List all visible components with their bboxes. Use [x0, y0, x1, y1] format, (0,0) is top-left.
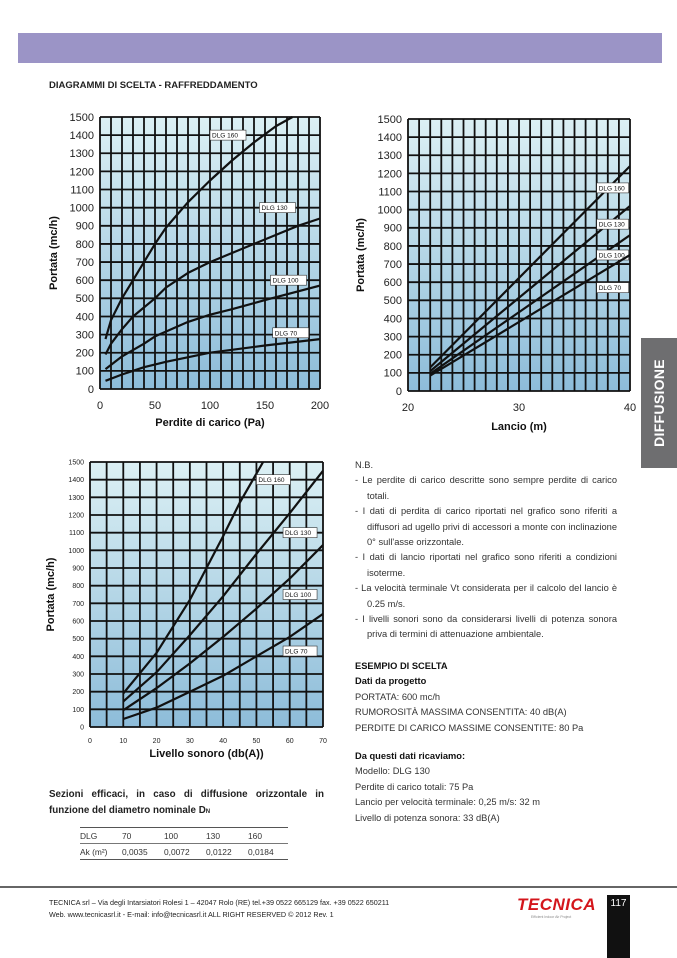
- table-row: [80, 844, 288, 860]
- x-tick-label: 0: [96, 400, 104, 412]
- project-line: PORTATA: 600 mc/h: [355, 691, 441, 702]
- project-line: RUMOROSITÀ MASSIMA CONSENTITA: 40 dB(A): [355, 707, 567, 718]
- y-tick-label: 900: [383, 222, 402, 235]
- x-tick-label: 30: [185, 738, 194, 745]
- note-item: - I dati di perdita di carico riportati nel grafico sono riferiti a diffusori ad ugello privi di accessori a monte con inclinazione 0° sull'asse orizzontale.: [355, 506, 617, 548]
- y-tick-label: 400: [75, 311, 94, 324]
- y-tick-label: 600: [72, 618, 84, 626]
- y-tick-label: 300: [383, 331, 402, 344]
- y-tick-label: 1200: [68, 512, 84, 520]
- x-tick-label: 0: [88, 738, 92, 745]
- x-axis-label: Perdite di carico (Pa): [155, 417, 265, 429]
- table-cell: DLG: [80, 828, 122, 844]
- logo-tagline: Efficient Indoor Air Project: [531, 915, 572, 919]
- series-label: DLG 70: [285, 648, 308, 656]
- result-line: Lancio per velocità terminale: 0,25 m/s: 32 m: [355, 797, 540, 808]
- series-label: DLG 100: [598, 252, 625, 260]
- y-tick-label: 1500: [68, 459, 84, 467]
- table-cell: 160: [248, 828, 288, 844]
- x-tick-label: 100: [200, 400, 220, 412]
- y-tick-label: 0: [80, 724, 84, 732]
- x-axis-label: Lancio (m): [491, 421, 547, 433]
- chart-1: [48, 112, 329, 429]
- footer-line-1: TECNICA srl – Via degli Intarsiatori Rolesi 1 – 42047 Rolo (RE) tel.+39 0522 665129 fax. +39 0522 650211: [49, 898, 390, 907]
- x-tick-label: 150: [255, 400, 275, 412]
- sections-heading-text: Sezioni efficaci, in caso di diffusione orizzontale in funzione del diametro nominale D: [49, 789, 324, 816]
- y-tick-label: 900: [75, 220, 94, 233]
- y-tick-label: 200: [72, 689, 84, 697]
- sections-heading-sub: N: [205, 809, 211, 815]
- y-tick-label: 500: [72, 636, 84, 644]
- series-label: DLG 130: [261, 205, 288, 213]
- note-item: - I dati di lancio riportati nel grafico sono riferiti a condizioni isoterme.: [355, 552, 617, 578]
- y-tick-label: 0: [395, 385, 402, 398]
- y-tick-label: 700: [75, 256, 94, 269]
- x-tick-label: 30: [512, 402, 526, 414]
- y-tick-label: 1000: [69, 202, 94, 215]
- y-tick-label: 600: [383, 277, 402, 290]
- table-cell: 0,0122: [206, 844, 248, 860]
- y-tick-label: 1500: [69, 111, 94, 124]
- table-cell: Ak (m²): [80, 844, 122, 860]
- x-tick-label: 40: [623, 402, 637, 414]
- notes-heading: N.B.: [355, 460, 374, 470]
- x-axis-label: Livello sonoro (db(A)): [149, 748, 264, 760]
- table-cell: 0,0035: [122, 844, 164, 860]
- series-label: DLG 100: [285, 592, 312, 599]
- logo-word: TECNICA: [517, 895, 597, 914]
- x-tick-label: 20: [401, 402, 415, 414]
- table-cell: 100: [164, 828, 206, 844]
- series-label: DLG 130: [598, 221, 625, 229]
- y-tick-label: 800: [75, 238, 94, 251]
- result-line: Perdite di carico totali: 75 Pa: [355, 781, 474, 792]
- note-item: - Le perdite di carico descritte sono sempre perdite di carico totali.: [355, 475, 617, 501]
- y-tick-label: 1200: [69, 166, 94, 179]
- table-cell: 0,0184: [248, 844, 288, 860]
- y-tick-label: 100: [72, 706, 84, 714]
- footer-text: [49, 897, 389, 921]
- x-tick-label: 70: [319, 738, 327, 745]
- y-tick-label: 400: [72, 653, 84, 661]
- x-tick-label: 200: [310, 400, 330, 412]
- y-axis-label: Portata (mc/h): [355, 218, 367, 292]
- x-tick-label: 50: [148, 400, 162, 412]
- x-tick-label: 60: [285, 738, 294, 745]
- y-tick-label: 300: [72, 671, 84, 679]
- y-tick-label: 1000: [377, 204, 402, 217]
- y-tick-label: 1100: [70, 184, 94, 197]
- y-tick-label: 1300: [377, 150, 402, 163]
- y-axis-label: Portata (mc/h): [45, 557, 57, 632]
- y-tick-label: 500: [75, 293, 94, 306]
- note-item: - La velocità terminale Vt considerata per il calcolo del lancio è 0.25 m/s.: [355, 583, 617, 609]
- series-label: DLG 70: [598, 285, 622, 293]
- y-tick-label: 200: [383, 349, 402, 362]
- y-tick-label: 700: [383, 258, 402, 271]
- note-item: - I livelli sonori sono da considerarsi livelli di potenza sonora priva di termini di attenuazione ambientale.: [355, 614, 617, 640]
- table-header-row: [80, 828, 288, 844]
- y-tick-label: 1200: [377, 168, 402, 181]
- y-tick-label: 800: [383, 240, 402, 253]
- series-label: DLG 160: [212, 132, 239, 140]
- series-label: DLG 160: [598, 185, 625, 193]
- table-cell: 70: [122, 828, 164, 844]
- footer-line-2: Web. www.tecnicasrl.it - E-mail: info@tecnicasrl.it ALL RIGHT RESERVED © 2012 Rev. 1: [49, 910, 334, 919]
- y-tick-label: 100: [383, 367, 402, 380]
- result-line: Livello di potenza sonora: 33 dB(A): [355, 812, 500, 823]
- table-cell: 0,0072: [164, 844, 206, 860]
- page-title: DIAGRAMMI DI SCELTA - RAFFREDDAMENTO: [49, 80, 258, 91]
- y-tick-label: 600: [75, 275, 94, 288]
- y-axis-label: Portata (mc/h): [48, 216, 60, 290]
- tecnica-logo: [517, 895, 597, 919]
- x-tick-label: 40: [219, 738, 228, 745]
- y-tick-label: 1300: [69, 148, 94, 161]
- y-tick-label: 1500: [377, 113, 402, 126]
- result-heading: Da questi dati ricaviamo:: [355, 751, 466, 762]
- series-label: DLG 130: [285, 530, 312, 538]
- y-tick-label: 1400: [68, 477, 84, 485]
- y-tick-label: 1400: [69, 129, 94, 142]
- project-line: PERDITE DI CARICO MASSIME CONSENTITE: 80 Pa: [355, 722, 584, 733]
- y-tick-label: 300: [75, 329, 94, 342]
- sections-heading: [49, 787, 324, 820]
- y-tick-label: 500: [383, 295, 402, 308]
- y-tick-label: 1100: [378, 186, 402, 199]
- page-number: 117: [607, 895, 630, 958]
- side-tab-label: DIFFUSIONE: [651, 359, 667, 447]
- y-tick-label: 1300: [68, 494, 84, 502]
- y-tick-label: 800: [72, 583, 84, 591]
- y-tick-label: 1400: [377, 131, 402, 144]
- x-tick-label: 10: [119, 738, 128, 745]
- series-label: DLG 160: [258, 477, 285, 485]
- notes-block: [355, 458, 617, 643]
- y-tick-label: 0: [87, 383, 94, 396]
- series-label: DLG 70: [274, 330, 298, 338]
- y-tick-label: 200: [75, 347, 94, 360]
- y-tick-label: 700: [72, 600, 84, 608]
- y-tick-label: 1000: [68, 547, 84, 555]
- footer-divider: [0, 886, 677, 888]
- table-cell: 130: [206, 828, 248, 844]
- y-tick-label: 100: [75, 365, 94, 378]
- effective-sections-table: [80, 827, 288, 860]
- y-tick-label: 400: [383, 313, 402, 326]
- y-tick-label: 900: [72, 565, 84, 573]
- x-tick-label: 50: [252, 738, 261, 745]
- result-line: Modello: DLG 130: [355, 766, 430, 777]
- y-tick-label: 1100: [68, 530, 84, 538]
- chart-3: [45, 459, 327, 760]
- series-label: DLG 100: [272, 277, 299, 285]
- project-heading: Dati da progetto: [355, 676, 427, 687]
- x-tick-label: 20: [152, 738, 161, 745]
- example-block: [355, 659, 635, 826]
- chart-2: [355, 114, 636, 433]
- example-heading: ESEMPIO DI SCELTA: [355, 661, 448, 671]
